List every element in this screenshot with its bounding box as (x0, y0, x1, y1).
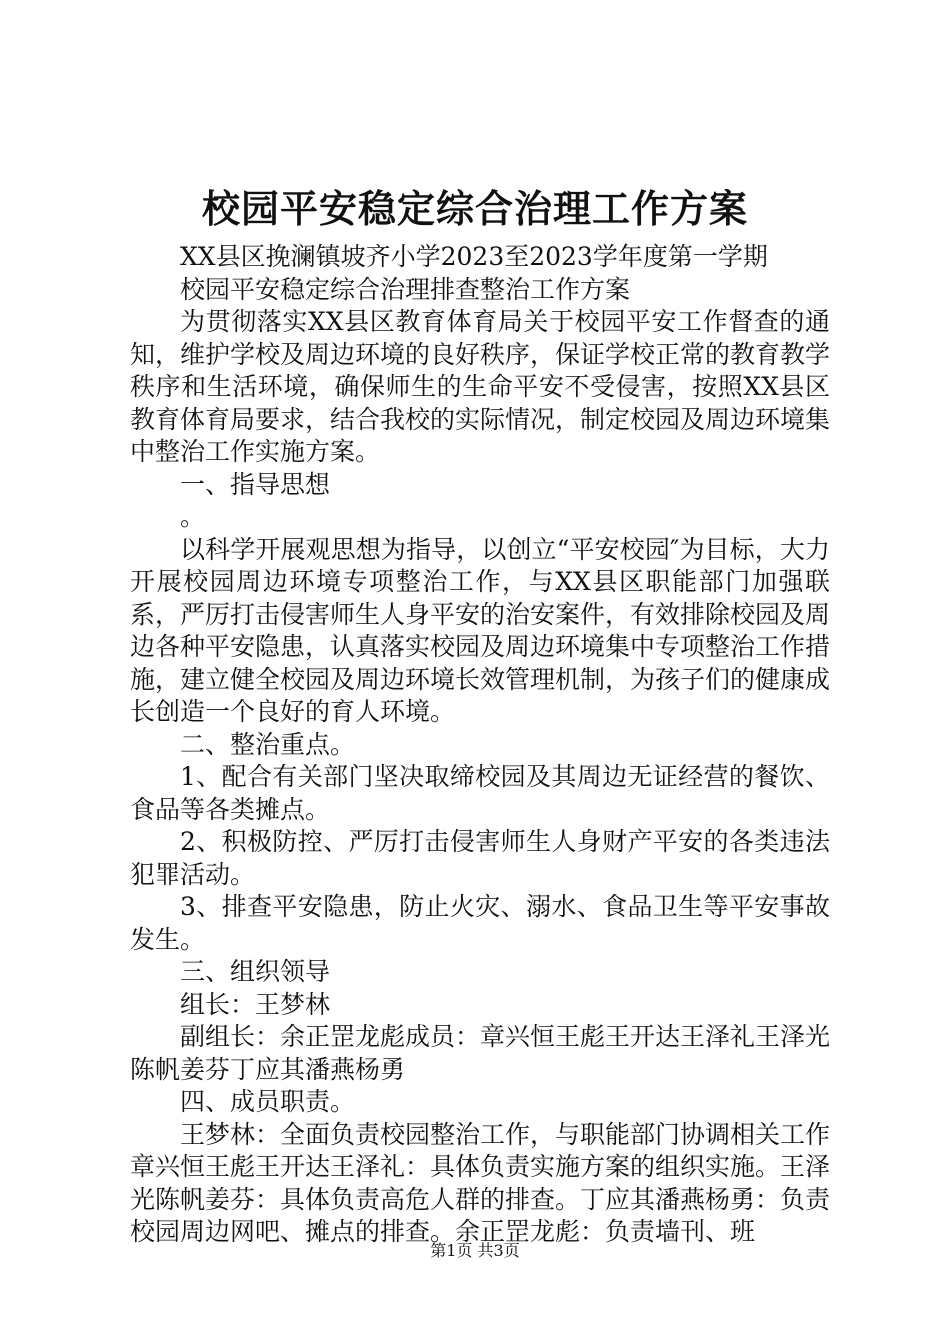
subtitle-line: 校园平安稳定综合治理排查整治工作方案 (180, 274, 631, 304)
section-heading-organization: 三、组织领导 (180, 957, 331, 986)
duties-paragraph: 王梦林：全面负责校园整治工作，与职能部门协调相关工作章兴恒王彪王开达王泽礼：具体负责实施方案的组织实施。王泽光陈帆姜芬：具体负责高危人群的排查。丁应其潘燕杨勇：负责校园周边网吧、摊点的排查。余正罡龙彪：负责墙刊、班 (130, 1119, 831, 1246)
page-number-footer: 第1页 共3页 (430, 1241, 520, 1260)
deputy-members-line: 副组长：余正罡龙彪成员：章兴恒王彪王开达王泽礼王泽光陈帆姜芬丁应其潘燕杨勇 (130, 1022, 831, 1084)
school-term-line: XX县区挽澜镇坡齐小学2023至2023学年度第一学期 (180, 242, 768, 271)
section-heading-key-points: 二、整治重点。 (180, 729, 356, 759)
document-title: 校园平安稳定综合治理工作方案 (201, 186, 748, 231)
team-leader-line: 组长：王梦林 (180, 989, 331, 1019)
intro-paragraph: 为贯彻落实XX县区教育体育局关于校园平安工作督查的通知，维护学校及周边环境的良好秩序，保证学校正常的教育教学秩序和生活环境，确保师生的生命平安不受侵害，按照XX县区教育体育局要求，结合我校的实际情况，制定校园及周边环境集中整治工作实施方案。 (130, 307, 831, 466)
section-heading-duties: 四、成员职责。 (180, 1087, 356, 1116)
guiding-ideology-paragraph: 以科学开展观思想为指导，以创立“平安校园″为目标，大力开展校园周边环境专项整治工作，与XX县区职能部门加强联系，严厉打击侵害师生人身平安的治安案件，有效排除校园及周边各种平安隐患，认真落实校园及周边环境集中专项整治工作措施，建立健全校园及周边环境长效管理机制，为孩子们的健康成长创造一个良好的育人环境。 (130, 534, 831, 726)
stray-period-line: 。 (180, 502, 206, 531)
document-body (130, 241, 830, 1249)
key-point-1: 1、配合有关部门坚决取缔校园及其周边无证经营的餐饮、食品等各类摊点。 (130, 762, 830, 824)
key-point-3: 3、排查平安隐患，防止火灾、溺水、食品卫生等平安事故发生。 (130, 892, 830, 954)
key-point-2: 2、积极防控、严厉打击侵害师生人身财产平安的各类违法犯罪活动。 (130, 827, 830, 889)
section-heading-guiding-ideology: 一、指导思想 (180, 469, 331, 499)
